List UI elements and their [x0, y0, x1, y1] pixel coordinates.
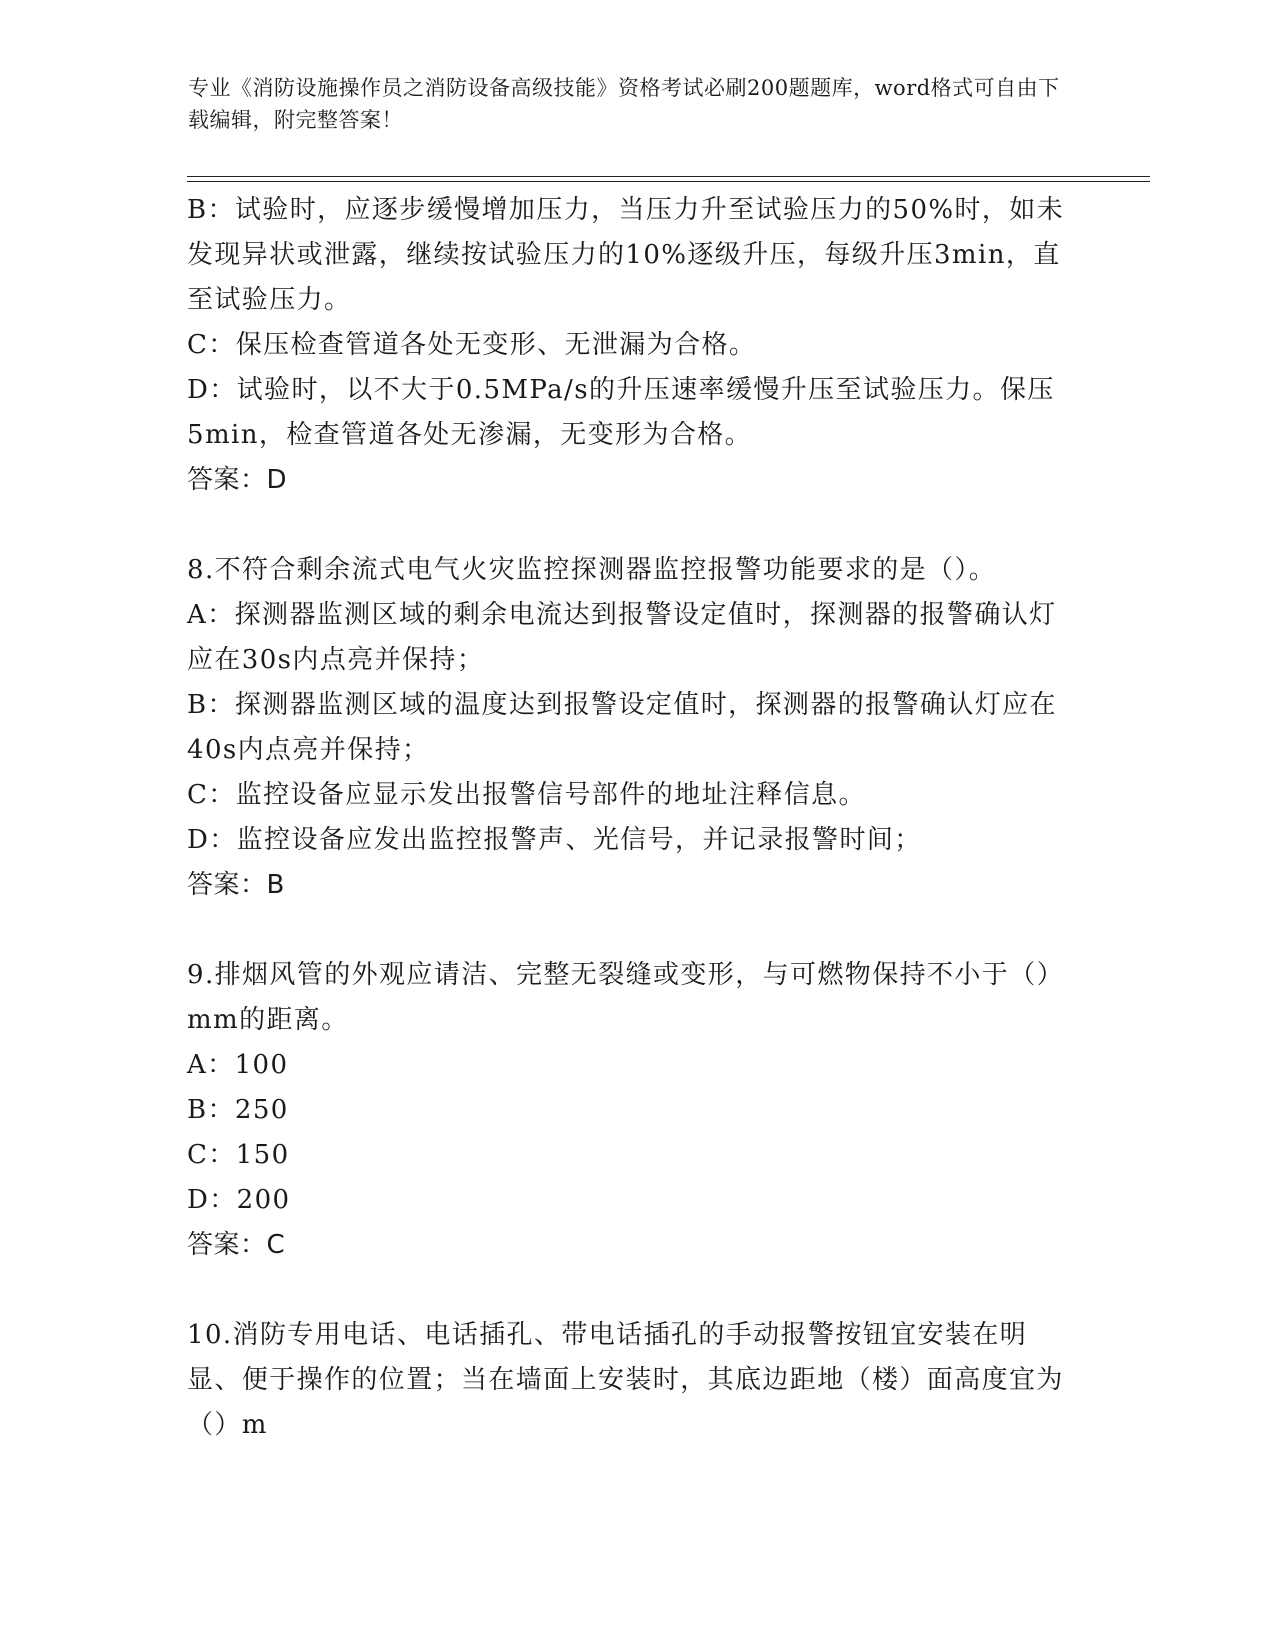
option-b: B：试验时，应逐步缓慢增加压力，当压力升至试验压力的50%时，如未发现异状或泄露，继续按试验压力的10%逐级升压，每级升压3min，直至试验压力。 [187, 195, 1065, 315]
answer-line: 答案：B [187, 870, 285, 900]
answer-line: 答案：D [187, 465, 288, 495]
option-d: D：200 [187, 1185, 291, 1215]
option-d: D：监控设备应发出监控报警声、光信号，并记录报警时间； [187, 825, 922, 855]
question-spacer [187, 908, 1077, 953]
question-spacer [187, 1268, 1077, 1313]
option-a: A：100 [187, 1050, 289, 1080]
question-stem: 8.不符合剩余流式电气火灾监控探测器监控报警功能要求的是（）。 [187, 555, 997, 585]
question-stem: 9.排烟风管的外观应请洁、完整无裂缝或变形，与可燃物保持不小于（）mm的距离。 [187, 960, 1065, 1035]
option-c: C：150 [187, 1140, 290, 1170]
option-c: C：监控设备应显示发出报警信号部件的地址注释信息。 [187, 780, 866, 810]
option-d: D：试验时，以不大于0.5MPa/s的升压速率缓慢升压至试验压力。保压5min，检查管道各处无渗漏，无变形为合格。 [187, 375, 1055, 450]
question-spacer [187, 503, 1077, 548]
question-10 [187, 1313, 1077, 1448]
option-a: A：探测器监测区域的剩余电流达到报警设定值时，探测器的报警确认灯应在30s内点亮并保持； [187, 600, 1057, 675]
question-8 [187, 548, 1077, 908]
question-7-continued [187, 188, 1077, 503]
question-9 [187, 953, 1077, 1268]
header-divider-top [187, 176, 1150, 177]
option-c: C：保压检查管道各处无变形、无泄漏为合格。 [187, 330, 757, 360]
option-b: B：250 [187, 1095, 289, 1125]
header-divider-bottom [187, 181, 1150, 182]
answer-line: 答案：C [187, 1230, 286, 1260]
question-stem: 10.消防专用电话、电话插孔、带电话插孔的手动报警按钮宜安装在明显、便于操作的位置；当在墙面上安装时，其底边距地（楼）面高度宜为（）m [187, 1320, 1064, 1440]
document-body [187, 188, 1077, 1448]
option-b: B：探测器监测区域的温度达到报警设定值时，探测器的报警确认灯应在40s内点亮并保持； [187, 690, 1057, 765]
document-header-title: 专业《消防设施操作员之消防设备高级技能》资格考试必刷200题题库，word格式可自由下载编辑，附完整答案！ [188, 76, 1060, 132]
